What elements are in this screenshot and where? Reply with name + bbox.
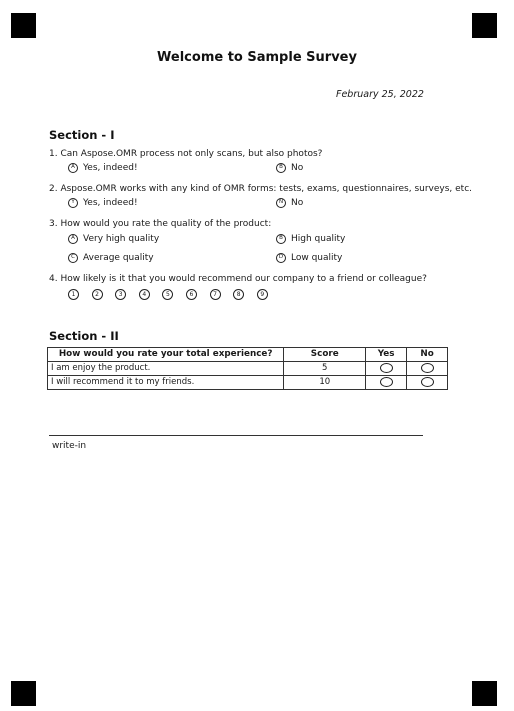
column-header-no: No bbox=[407, 348, 448, 362]
option-label: Yes, indeed! bbox=[83, 163, 138, 173]
question-4-scale bbox=[68, 289, 280, 300]
option-label: No bbox=[291, 198, 304, 208]
answer-bubble[interactable]: Y bbox=[68, 198, 78, 208]
question-1-option-a[interactable] bbox=[68, 163, 138, 173]
no-cell bbox=[407, 362, 448, 376]
survey-title: Welcome to Sample Survey bbox=[157, 50, 357, 65]
question-3-option-b[interactable] bbox=[276, 234, 345, 244]
no-bubble[interactable] bbox=[421, 377, 434, 387]
row-statement: I am enjoy the product. bbox=[48, 362, 284, 376]
answer-bubble[interactable]: C bbox=[68, 253, 78, 263]
scale-bubble-4[interactable]: 4 bbox=[139, 289, 150, 300]
question-3-option-d[interactable] bbox=[276, 253, 342, 263]
corner-marker-top-right bbox=[472, 13, 497, 38]
option-label: High quality bbox=[291, 234, 346, 244]
column-header-question: How would you rate your total experience? bbox=[48, 348, 284, 362]
question-2: 2. Aspose.OMR works with any kind of OMR forms: tests, exams, questionnaires, surveys, etc. bbox=[49, 184, 473, 194]
scale-bubble-8[interactable]: 8 bbox=[233, 289, 244, 300]
question-2-option-n[interactable] bbox=[276, 198, 303, 208]
answer-bubble[interactable]: D bbox=[276, 253, 286, 263]
survey-date: February 25, 2022 bbox=[336, 89, 424, 100]
row-score: 5 bbox=[284, 362, 366, 376]
no-bubble[interactable] bbox=[421, 363, 434, 373]
yes-bubble[interactable] bbox=[380, 377, 393, 387]
write-in-line[interactable] bbox=[49, 435, 423, 436]
corner-marker-bottom-left bbox=[11, 681, 36, 706]
scale-bubble-7[interactable]: 7 bbox=[210, 289, 221, 300]
column-header-score: Score bbox=[284, 348, 366, 362]
table-row bbox=[48, 376, 448, 390]
scale-bubble-2[interactable]: 2 bbox=[92, 289, 103, 300]
option-label: Average quality bbox=[83, 253, 154, 263]
option-label: Yes, indeed! bbox=[83, 198, 138, 208]
answer-bubble[interactable]: A bbox=[68, 163, 78, 173]
option-label: Very high quality bbox=[83, 234, 160, 244]
row-statement: I will recommend it to my friends. bbox=[48, 376, 284, 390]
yes-cell bbox=[366, 376, 407, 390]
question-2-option-y[interactable] bbox=[68, 198, 138, 208]
row-score: 10 bbox=[284, 376, 366, 390]
scale-bubble-6[interactable]: 6 bbox=[186, 289, 197, 300]
corner-marker-top-left bbox=[11, 13, 36, 38]
answer-bubble[interactable]: A bbox=[68, 234, 78, 244]
answer-bubble[interactable]: B bbox=[276, 234, 286, 244]
no-cell bbox=[407, 376, 448, 390]
answer-bubble[interactable]: N bbox=[276, 198, 286, 208]
scale-bubble-3[interactable]: 3 bbox=[115, 289, 126, 300]
experience-table bbox=[47, 347, 448, 390]
column-header-yes: Yes bbox=[366, 348, 407, 362]
scale-bubble-1[interactable]: 1 bbox=[68, 289, 79, 300]
option-label: Low quality bbox=[291, 253, 343, 263]
question-1: 1. Can Aspose.OMR process not only scans, but also photos? bbox=[49, 149, 323, 159]
question-3-option-a[interactable] bbox=[68, 234, 159, 244]
scale-bubble-9[interactable]: 9 bbox=[257, 289, 268, 300]
yes-bubble[interactable] bbox=[380, 363, 393, 373]
table-row bbox=[48, 362, 448, 376]
answer-bubble[interactable]: B bbox=[276, 163, 286, 173]
question-3-option-c[interactable] bbox=[68, 253, 154, 263]
table-header-row bbox=[48, 348, 448, 362]
write-in-label: write-in bbox=[52, 441, 87, 451]
section-2-title: Section - II bbox=[49, 329, 119, 343]
scale-bubble-5[interactable]: 5 bbox=[162, 289, 173, 300]
question-4: 4. How likely is it that you would recommend our company to a friend or colleague? bbox=[49, 274, 427, 284]
question-3: 3. How would you rate the quality of the product: bbox=[49, 219, 272, 229]
corner-marker-bottom-right bbox=[472, 681, 497, 706]
question-1-option-b[interactable] bbox=[276, 163, 303, 173]
section-1-title: Section - I bbox=[49, 128, 115, 142]
yes-cell bbox=[366, 362, 407, 376]
option-label: No bbox=[291, 163, 304, 173]
